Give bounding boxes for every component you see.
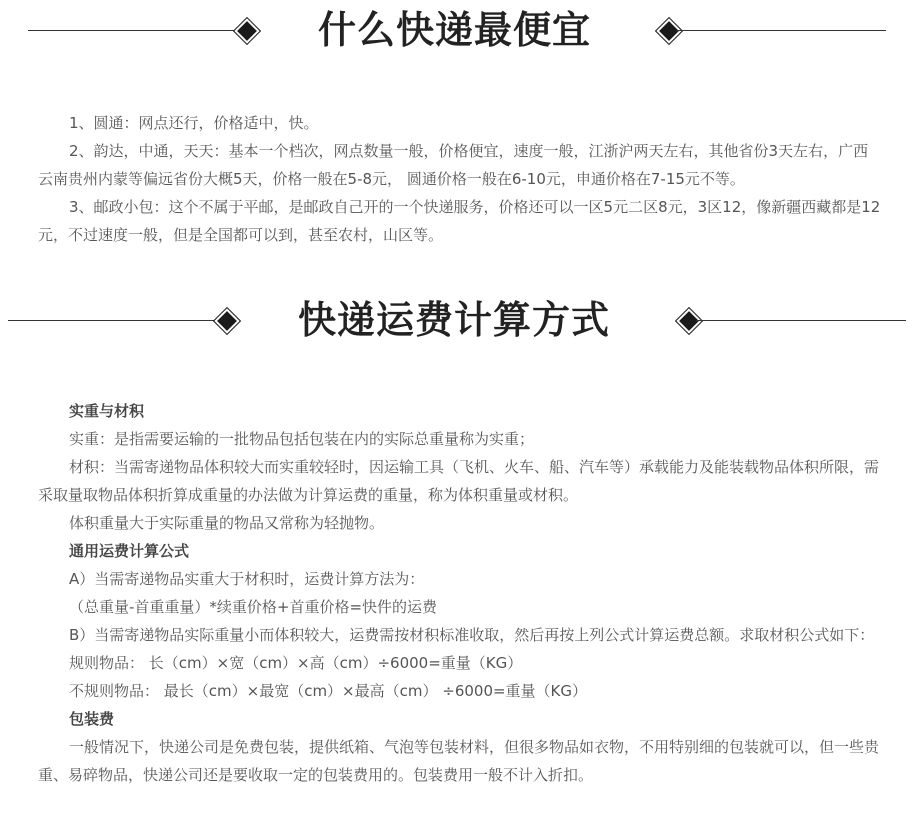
section-header-2 <box>0 290 913 350</box>
diamond-ornament-right <box>676 308 701 333</box>
paragraph: （总重量-首重重量）*续重价格+首重价格=快件的运费 <box>69 598 438 616</box>
paragraph: 体积重量大于实际重量的物品又常称为轻抛物。 <box>69 514 385 532</box>
section-content-2 <box>38 397 881 789</box>
paragraph: 规则物品： 长（cm）×宽（cm）×高（cm）÷6000=重量（KG） <box>69 654 523 672</box>
header-line-right <box>696 320 906 321</box>
section-title: 什么快递最便宜 <box>318 8 592 52</box>
section-title: 快递运费计算方式 <box>298 298 611 342</box>
header-line-right <box>676 30 886 31</box>
diamond-ornament-left <box>214 308 239 333</box>
paragraph: A）当需寄递物品实重大于材积时，运费计算方法为： <box>69 570 425 588</box>
paragraph: 一般情况下，快递公司是免费包装，提供纸箱、气泡等包装材料，但很多物品如衣物，不用特别细的包装就可以，但一些贵重、易碎物品，快递公司还是要收取一定的包装费用的。包装费用一般不计入折扣。 <box>38 738 880 784</box>
paragraph: B）当需寄递物品实际重量小而体积较大，运费需按材积标准收取，然后再按上列公式计算运费总额。求取材积公式如下： <box>69 626 875 644</box>
diamond-ornament-right <box>656 18 681 43</box>
subheading: 包装费 <box>69 710 115 728</box>
paragraph: 材积：当需寄递物品体积较大而实重较轻时，因运输工具（飞机、火车、船、汽车等）承载能力及能装载物品体积所限，需采取量取物品体积折算成重量的办法做为计算运费的重量，称为体积重量或材积。 <box>38 458 880 504</box>
header-line-left <box>28 30 240 31</box>
paragraph: 3、邮政小包：这个不属于平邮，是邮政自己开的一个快递服务，价格还可以一区5元二区8元，3区12，像新疆西藏都是12元，不过速度一般，但是全国都可以到，甚至农村，山区等。 <box>38 198 881 244</box>
subheading: 通用运费计算公式 <box>69 542 190 560</box>
paragraph: 不规则物品： 最长（cm）×最宽（cm）×最高（cm） ÷6000=重量（KG） <box>69 682 588 700</box>
paragraph: 1、圆通：网点还行，价格适中，快。 <box>69 114 319 132</box>
section-header-1 <box>0 0 913 60</box>
paragraph: 2、韵达，中通，天天：基本一个档次，网点数量一般，价格便宜，速度一般，江浙沪两天左右，其他省份3天左右，广西云南贵州内蒙等偏远省份大概5天，价格一般在5-8元， 圆通价格一般在6-10元，申通价格在7-15元不等。 <box>38 142 869 188</box>
section-content-1 <box>38 109 881 249</box>
diamond-ornament-left <box>234 18 259 43</box>
paragraph: 实重：是指需要运输的一批物品包括包装在内的实际总重量称为实重； <box>69 430 535 448</box>
header-line-left <box>8 320 220 321</box>
subheading: 实重与材积 <box>69 402 145 420</box>
